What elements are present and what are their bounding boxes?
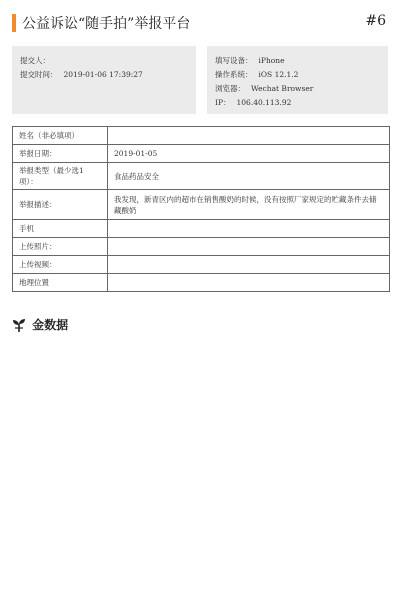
device-info-panel (207, 46, 388, 114)
browser-label: 浏览器： (215, 84, 245, 93)
report-type-value: 食品药品安全 (108, 163, 390, 190)
entry-number: #6 (365, 13, 386, 29)
upload-photo-label: 上传照片： (13, 238, 108, 256)
browser-value: Wechat Browser (251, 84, 314, 93)
submit-time-label: 提交时间： (20, 70, 58, 79)
os-value: iOS 12.1.2 (258, 70, 299, 79)
report-type-label: 举报类型（最少选1项）： (13, 163, 108, 190)
location-label: 地理位置 (13, 274, 108, 292)
brand-logo (12, 314, 68, 332)
upload-photo-value (108, 238, 390, 256)
page-header (12, 12, 388, 34)
brand-name: 金数据 (32, 318, 69, 332)
phone-value (108, 220, 390, 238)
submit-time-row (20, 69, 143, 80)
table-row (13, 145, 390, 163)
table-row (13, 256, 390, 274)
report-description-value: 我发现，新青区内的超市在销售酸奶的时候，没有按照厂家规定的贮藏条件去储藏酸奶 (108, 190, 390, 220)
table-row (13, 238, 390, 256)
table-row (13, 163, 390, 190)
device-row (215, 55, 285, 66)
report-date-label: 举报日期： (13, 145, 108, 163)
report-date-value: 2019-01-05 (108, 145, 390, 163)
table-row (13, 220, 390, 238)
browser-row (215, 83, 313, 94)
ip-label: IP： (215, 98, 231, 107)
upload-video-label: 上传视频： (13, 256, 108, 274)
name-field-label: 姓名（非必填项） (13, 127, 108, 145)
device-value: iPhone (258, 56, 285, 65)
sprout-logo-icon (12, 314, 31, 333)
report-form-table (12, 126, 390, 292)
name-field-value (108, 127, 390, 145)
submitter-name-label: 提交人： (20, 56, 50, 65)
ip-row (215, 97, 291, 108)
table-row (13, 127, 390, 145)
device-label: 填写设备： (215, 56, 253, 65)
page-title: 公益诉讼“随手拍”举报平台 (22, 16, 191, 32)
location-value (108, 274, 390, 292)
upload-video-value (108, 256, 390, 274)
table-row (13, 274, 390, 292)
phone-label: 手机 (13, 220, 108, 238)
submit-time-value: 2019-01-06 17:39:27 (63, 70, 143, 79)
accent-bar (12, 14, 16, 32)
ip-value: 106.40.113.92 (236, 98, 292, 107)
table-row (13, 190, 390, 220)
submitter-name-row (20, 55, 56, 66)
os-label: 操作系统： (215, 70, 253, 79)
submitter-info-panel (12, 46, 196, 114)
os-row (215, 69, 298, 80)
report-description-label: 举报描述： (13, 190, 108, 220)
